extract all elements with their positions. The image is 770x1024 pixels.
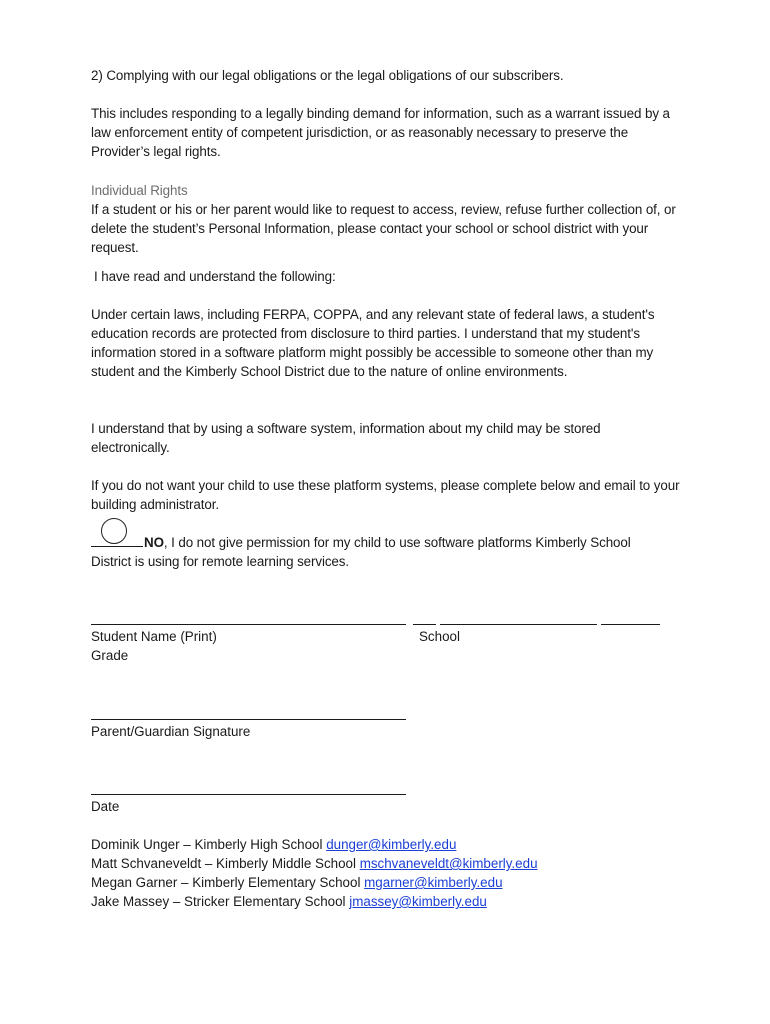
contact-item xyxy=(91,873,503,892)
signature-label: Parent/Guardian Signature xyxy=(91,724,251,739)
student-name-label: Student Name (Print) xyxy=(91,629,217,644)
contact-email-link[interactable]: dunger@kimberly.edu xyxy=(326,837,457,852)
contact-name: Megan Garner – Kimberly Elementary School xyxy=(91,875,365,890)
paragraph-software: I understand that by using a software system, information about my child may be stored electronically. xyxy=(91,421,601,455)
paragraph-legal-demand: This includes responding to a legally binding demand for information, such as a warrant issued by a law enforcement entity of competent jurisdiction, or as reasonably necessary to preserve the Provider’s legal rights. xyxy=(91,106,670,159)
grade-label: Grade xyxy=(91,648,129,663)
no-permission-text: , I do not give permission for my child to use software platforms Kimberly School District is using for remote learning services. xyxy=(91,535,631,569)
heading-individual-rights: Individual Rights xyxy=(91,183,188,198)
date-label: Date xyxy=(91,799,120,814)
contact-name: Jake Massey – Stricker Elementary School xyxy=(91,894,350,909)
contact-item xyxy=(91,892,487,911)
paragraph-legal-obligations: 2) Complying with our legal obligations or the legal obligations of our subscribers. xyxy=(91,68,564,83)
paragraph-laws: Under certain laws, including FERPA, COPPA, and any relevant state of federal laws, a student's education records are protected from disclosure to third parties. I understand that my student's information stored in a software platform might possibly be accessible to someone other than my student and the Kimberly School District due to the nature of online environments. xyxy=(91,307,655,379)
contact-item xyxy=(91,835,456,854)
paragraph-opt-out-instructions: If you do not want your child to use these platform systems, please complete below and email to your building administrator. xyxy=(91,478,680,512)
school-short-line[interactable] xyxy=(413,624,436,625)
school-line[interactable] xyxy=(440,624,597,625)
signature-line[interactable] xyxy=(91,719,406,720)
paragraph-read-understand: I have read and understand the following: xyxy=(94,269,336,284)
contact-email-link[interactable]: mgarner@kimberly.edu xyxy=(364,875,503,890)
grade-line[interactable] xyxy=(601,624,660,625)
contact-item xyxy=(91,854,538,873)
date-line[interactable] xyxy=(91,794,406,795)
contact-email-link[interactable]: jmassey@kimberly.edu xyxy=(349,894,487,909)
paragraph-no-permission xyxy=(91,533,671,571)
contact-name: Matt Schvaneveldt – Kimberly Middle School xyxy=(91,856,360,871)
no-label: NO xyxy=(144,535,164,550)
opt-out-blank-line xyxy=(91,533,143,547)
school-label: School xyxy=(419,629,460,644)
paragraph-individual-rights: If a student or his or her parent would like to request to access, review, refuse further collection of, or delete the student’s Personal Information, please contact your school or school district with your request. xyxy=(91,202,676,255)
contact-email-link[interactable]: mschvaneveldt@kimberly.edu xyxy=(359,856,538,871)
contact-name: Dominik Unger – Kimberly High School xyxy=(91,837,327,852)
student-name-line[interactable] xyxy=(91,624,406,625)
